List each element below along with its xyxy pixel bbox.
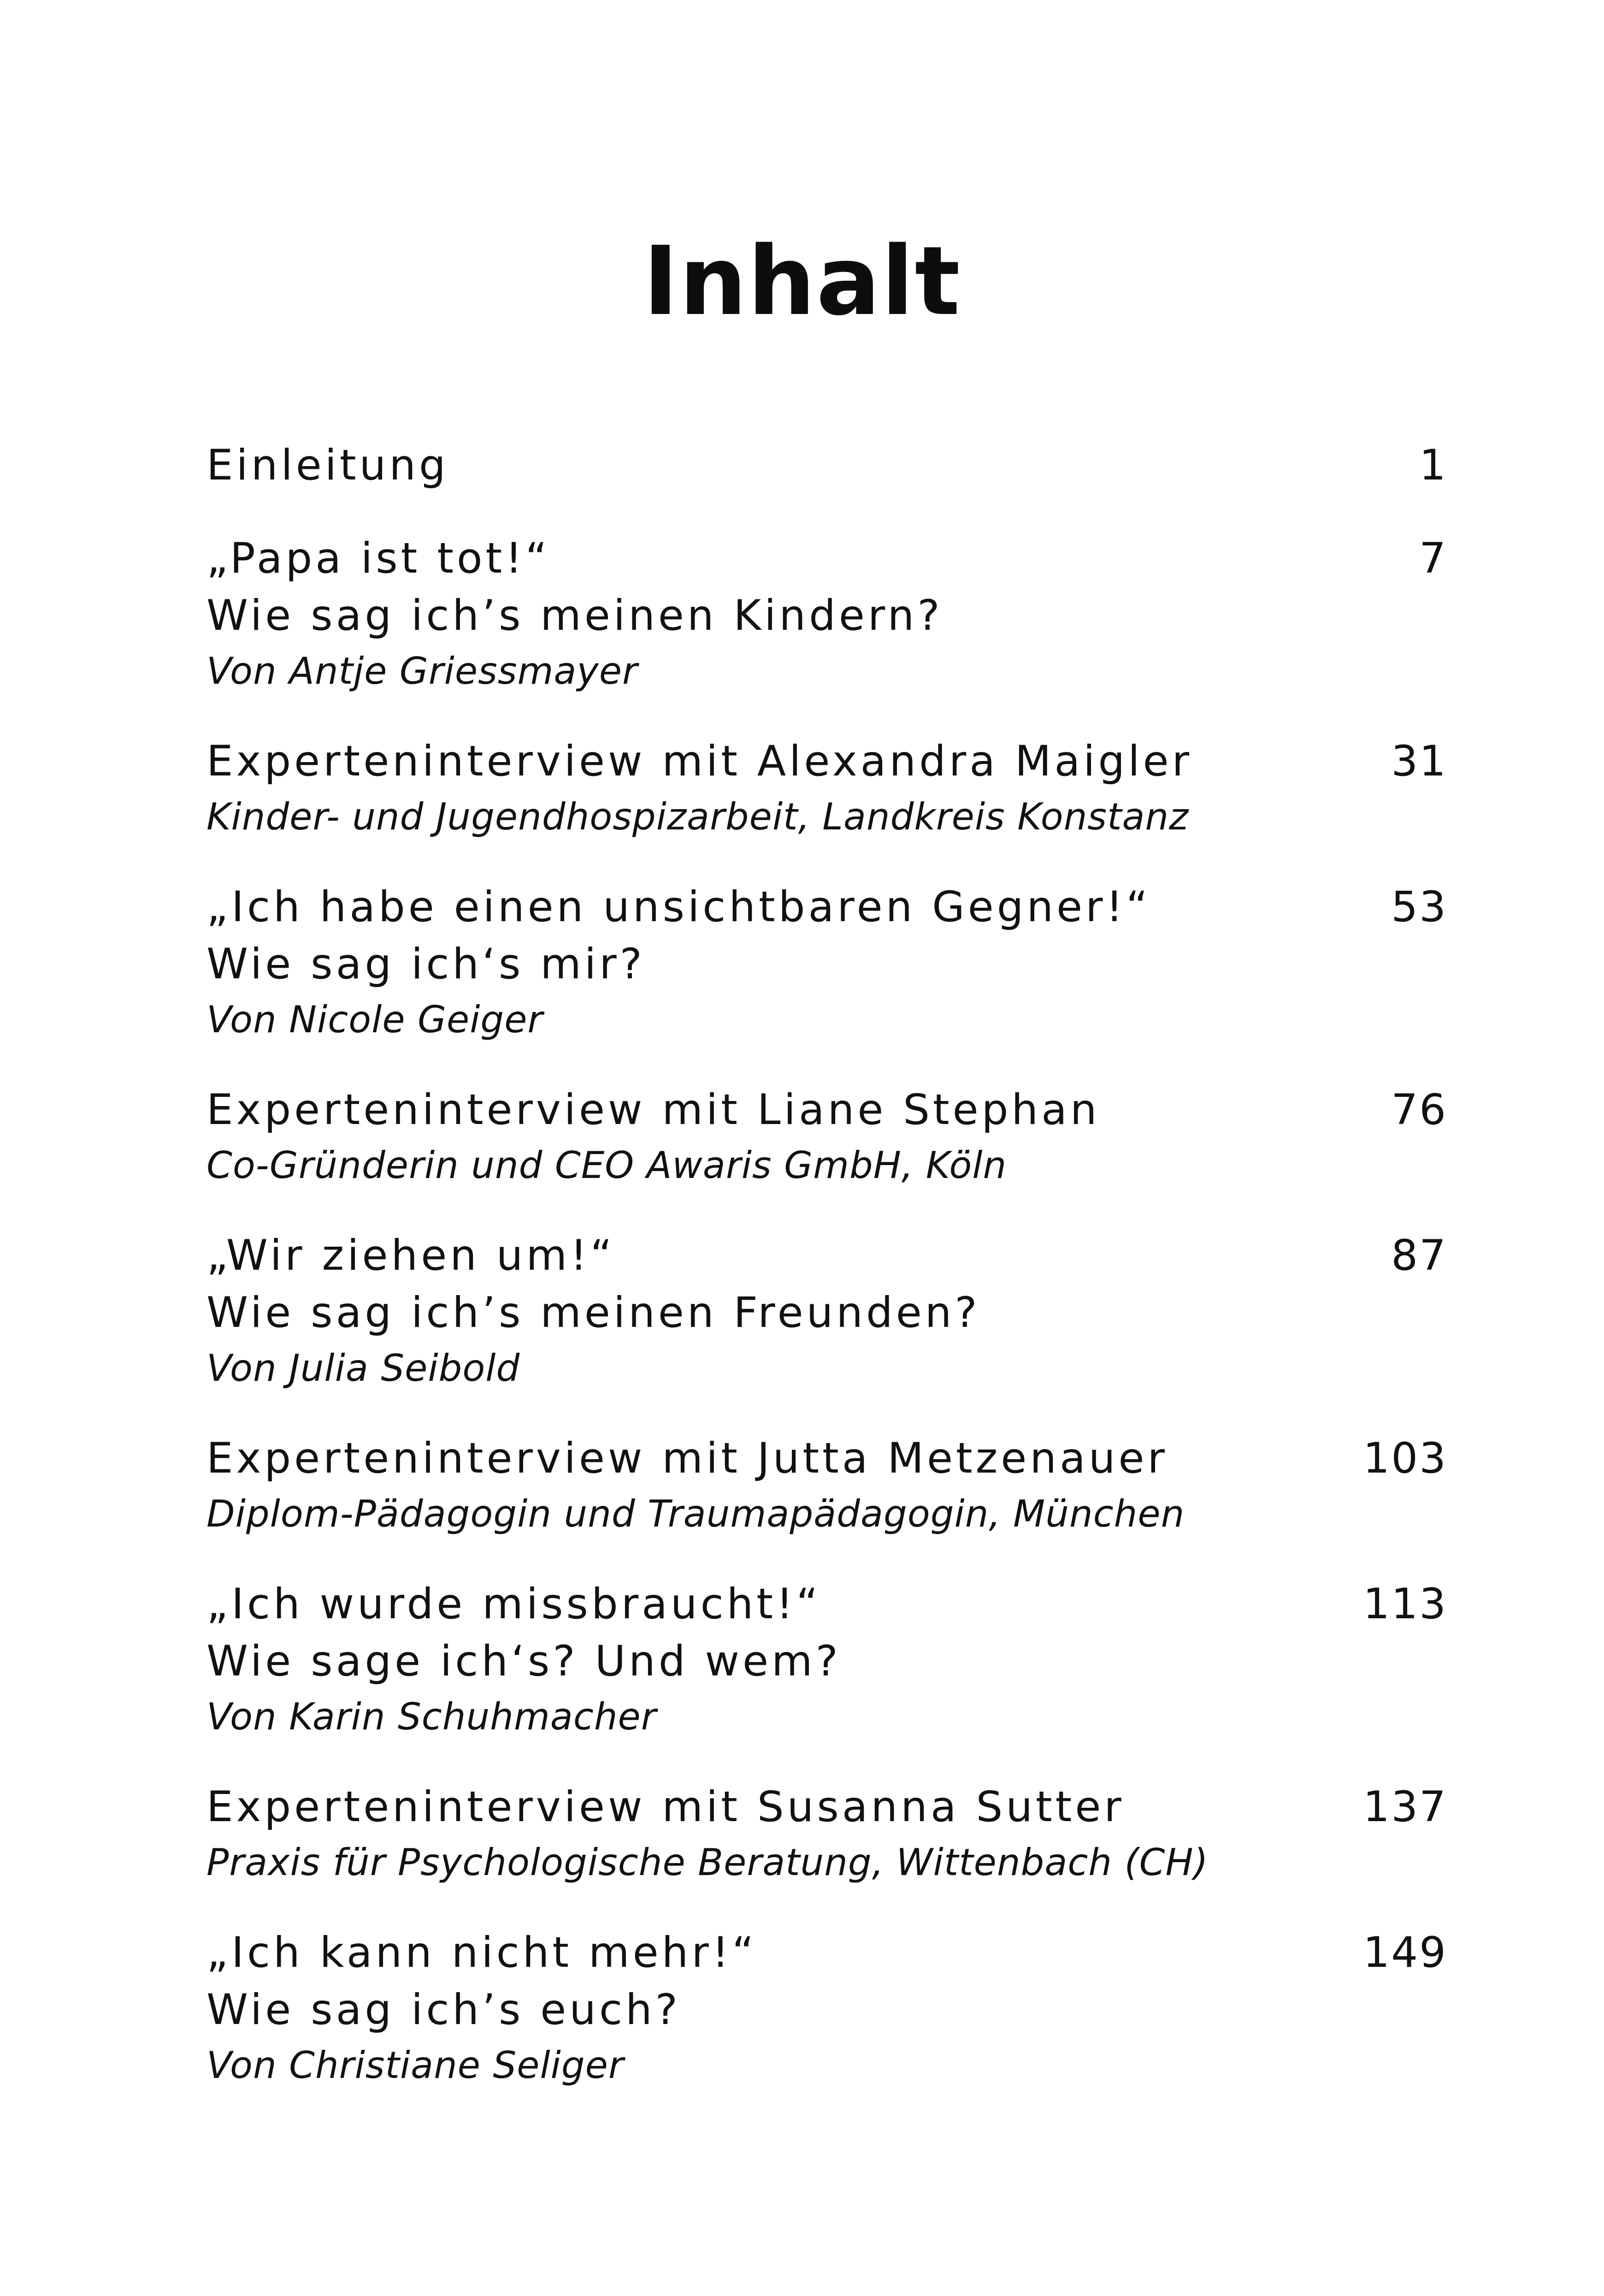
toc-entry xyxy=(206,1779,1447,1889)
toc-entry-subtitle: Wie sag ich’s meinen Freunden? xyxy=(206,1289,980,1337)
toc-page-number: 87 xyxy=(1391,1231,1447,1280)
toc-entry-author: Kinder- und Jugendhospizarbeit, Landkreis Konstanz xyxy=(206,795,1189,838)
toc-entry xyxy=(206,1227,1447,1395)
toc-entry-title: Einleitung xyxy=(206,441,449,490)
toc-entry xyxy=(206,1430,1447,1541)
toc-entry-title: Experteninterview mit Jutta Metzenauer xyxy=(206,1434,1168,1483)
toc-entry-title: Experteninterview mit Susanna Sutter xyxy=(206,1783,1125,1831)
toc-entry-subtitle: Wie sag ich’s euch? xyxy=(206,1986,681,2034)
toc-entry xyxy=(206,733,1447,844)
toc-entry-author: Praxis für Psychologische Beratung, Wittenbach (CH) xyxy=(206,1841,1209,1884)
toc-entry-title: „Ich kann nicht mehr!“ xyxy=(206,1929,757,1977)
toc-entry-subtitle: Wie sag ich’s meinen Kindern? xyxy=(206,592,943,640)
toc-entry xyxy=(206,879,1447,1047)
toc-entry-author: Von Karin Schuhmacher xyxy=(206,1695,657,1738)
toc-entry-author: Co-Gründerin und CEO Awaris GmbH, Köln xyxy=(206,1144,1007,1187)
toc-entry-author: Von Antje Griessmayer xyxy=(206,650,638,692)
toc-page-number: 149 xyxy=(1363,1929,1447,1977)
toc-page-number: 31 xyxy=(1391,737,1447,786)
toc-entry-title: „Ich wurde missbraucht!“ xyxy=(206,1580,821,1628)
toc-page-number: 7 xyxy=(1419,534,1447,583)
toc-entry-title: „Papa ist tot!“ xyxy=(206,534,550,583)
toc-entry-title: „Ich habe einen unsichtbaren Gegner!“ xyxy=(206,883,1151,931)
toc-entry-title: Experteninterview mit Liane Stephan xyxy=(206,1086,1100,1134)
toc-page-number: 137 xyxy=(1363,1783,1447,1831)
toc-entry-author: Diplom-Pädagogin und Traumapädagogin, München xyxy=(206,1492,1185,1535)
toc-entry-title: Experteninterview mit Alexandra Maigler xyxy=(206,737,1192,786)
page-title: Inhalt xyxy=(643,226,961,337)
toc-page-number: 113 xyxy=(1363,1580,1447,1628)
toc-entry xyxy=(206,1576,1447,1744)
toc-entry-author: Von Nicole Geiger xyxy=(206,998,543,1041)
toc-entry xyxy=(206,437,1447,494)
toc-entry-author: Von Julia Seibold xyxy=(206,1347,520,1390)
toc-page-number: 1 xyxy=(1419,441,1447,490)
toc-entry-title: „Wir ziehen um!“ xyxy=(206,1231,615,1280)
toc-page-number: 103 xyxy=(1363,1434,1447,1483)
toc-entry-subtitle: Wie sag ich‘s mir? xyxy=(206,940,645,988)
toc-entry xyxy=(206,1082,1447,1192)
toc-entry xyxy=(206,1924,1447,2092)
toc-entry-author: Von Christiane Seliger xyxy=(206,2044,624,2087)
toc-entry-subtitle: Wie sage ich‘s? Und wem? xyxy=(206,1637,841,1686)
toc-page-number: 53 xyxy=(1391,883,1447,931)
toc-entry xyxy=(206,530,1447,698)
toc-page-number: 76 xyxy=(1391,1086,1447,1134)
